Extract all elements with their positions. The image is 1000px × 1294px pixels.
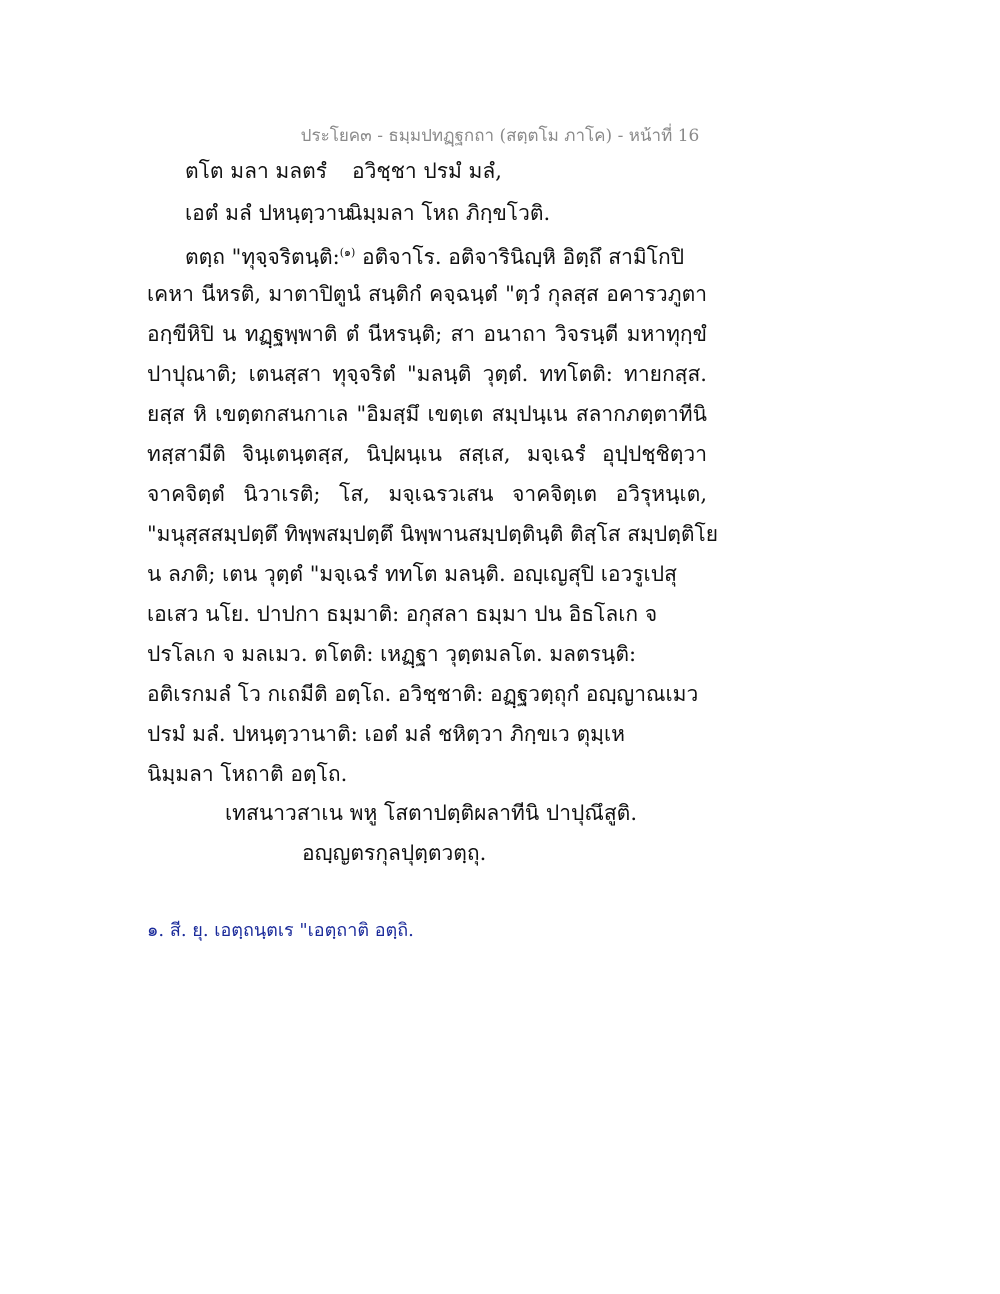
paragraph-first-text: ตตฺถ "ทุจฺจริตนฺติ: [185,245,340,269]
verse-1-left: ตโต มลา มลตรํ [185,159,328,183]
closing-line: เทสนาวสาเน พหู โสตาปตฺติผลาทีนิ ปาปุณึสูติ. [225,801,637,825]
story-title: อญฺญตรกุลปุตฺตวตฺถุ. [302,841,487,865]
footnote: ๑. สี. ยุ. เอตฺถนฺตเร "เอตฺถาติ อตฺถิ. [147,920,414,941]
footnote-marker: (๑) [339,246,356,259]
verse-line-1 [0,157,1000,185]
paragraph-line: อกฺขีหิปิ น ทฏฺฐพฺพาติ ตํ นีหรนฺติ; สา อนาถา วิจรนฺตี มหาทุกฺขํ [147,322,707,346]
paragraph-line: ทสฺสามีติ จินฺเตนฺตสฺส, นิปฺผนฺเน สสฺเส, มจฺเฉรํ อุปฺปชฺชิตฺวา [147,442,707,466]
paragraph-line: อติเรกมลํ โว กเถมีติ อตฺโถ. อวิชฺชาติ: อฏฺฐวตฺถุกํ อญฺญาณเมว [147,682,699,706]
paragraph-line: จาคจิตฺตํ นิวาเรติ; โส, มจฺเฉรวเสน จาคจิตฺเต อวิรุหนฺเต, [147,482,707,506]
paragraph-last-line: นิมฺมลา โหถาติ อตฺโถ. [147,762,348,786]
verse-line-2 [0,199,1000,227]
page-header: ประโยค๓ - ธมฺมปทฏฺฐกถา (สตฺตโม ภาโค) - หน้าที่ 16 [300,126,700,146]
paragraph-line: เอเสว นโย. ปาปกา ธมฺมาติ: อกุสลา ธมฺมา ปน อิธโลเก จ [147,602,658,626]
paragraph-line: ยสฺส หิ เขตฺตกสนกาเล "อิมสฺมึ เขตฺเต สมฺปนฺเน สลากภตฺตาทีนิ [147,402,707,426]
paragraph-line: ปาปุณาติ; เตนสฺสา ทุจฺจริตํ "มลนฺติ วุตฺตํ. ททโตติ: ทายกสฺส. [147,362,707,386]
verse-1-right: อวิชฺชา ปรมํ มลํ, [352,159,502,183]
paragraph-first-line [185,239,707,271]
paragraph-line: เคหา นีหรติ, มาตาปิตูนํ สนฺติกํ คจฺฉนฺตํ "ตฺวํ กุลสฺส อคารวภูตา [147,282,707,306]
paragraph-line: ปรมํ มลํ. ปหนฺตฺวานาติ: เอตํ มลํ ชหิตฺวา ภิกฺขเว ตุมฺเห [147,722,626,746]
paragraph-line: "มนุสฺสสมฺปตฺตึ ทิพฺพสมฺปตฺตึ นิพฺพานสมฺปตฺตินฺติ ติสฺโส สมฺปตฺติโย [147,522,719,546]
paragraph-line: ปรโลเก จ มลเมว. ตโตติ: เหฏฺฐา วุตฺตมลโต. มลตรนฺติ: [147,642,637,666]
verse-2-left: เอตํ มลํ ปหนฺตฺวาน [185,201,352,225]
paragraph-line: น ลภติ; เตน วุตฺตํ "มจฺเฉรํ ททโต มลนฺติ. อญฺเญสุปิ เอวรูเปสุ [147,562,677,586]
verse-2-right: นิมฺมลา โหถ ภิกฺขโวติ. [348,201,551,225]
paragraph-first-rest: อติจาโร. อติจารินิญฺหิ อิตฺถึ สามิโกปิ [355,245,685,269]
